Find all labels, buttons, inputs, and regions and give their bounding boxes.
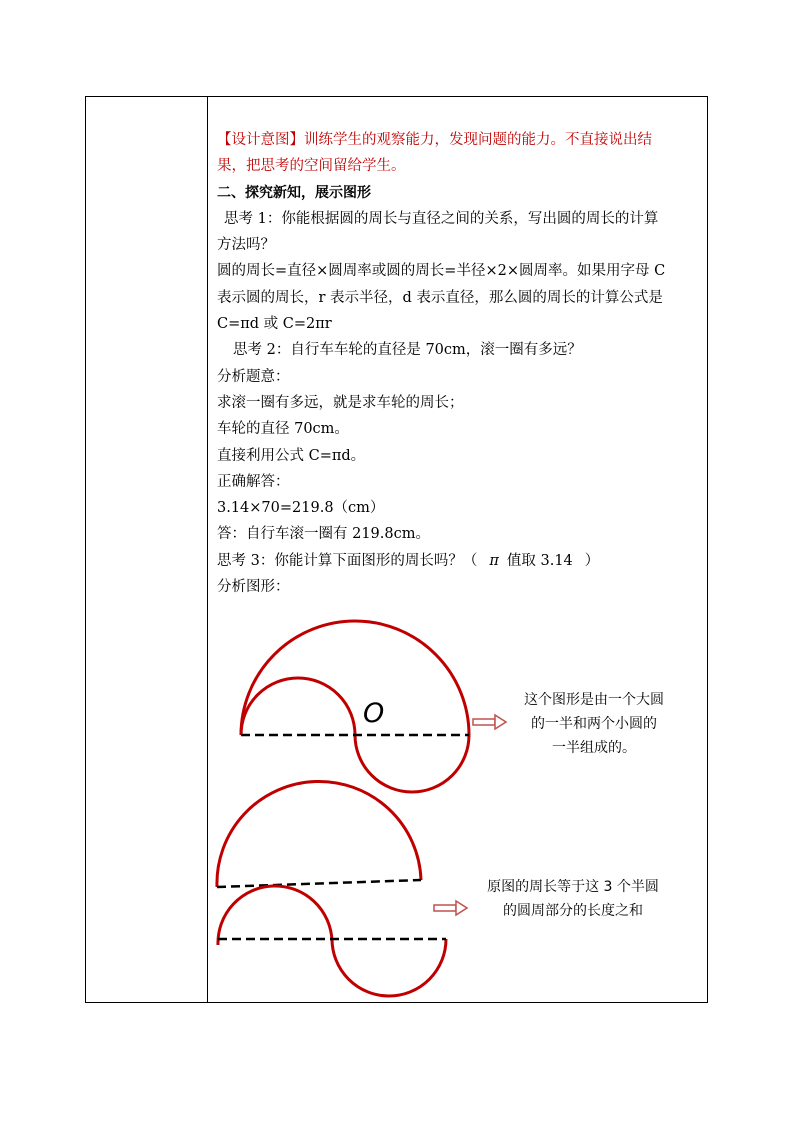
- separated-big-semicircle-arc: [217, 781, 421, 887]
- analysis-item: 直接利用公式 C=πd。: [217, 447, 366, 464]
- separated-small-upper-arc: [218, 886, 332, 945]
- think3: 思考 3：你能计算下面图形的周长吗？（ π 值取 3.14 ）: [217, 552, 600, 569]
- lesson-table: [85, 96, 708, 1003]
- separated-small-lower-arc: [332, 939, 446, 996]
- big-diameter-dashed-line: [217, 880, 421, 887]
- small-upper-semicircle-arc: [241, 678, 355, 735]
- answer1-line2: 表示圆的周长，r 表示半径，d 表示直径，那么圆的周长的计算公式是: [217, 289, 663, 306]
- center-label: O: [363, 698, 385, 729]
- calculation: 3.14×70=219.8（cm）: [217, 500, 385, 517]
- big-semicircle-arc: [241, 621, 469, 735]
- think2: 思考 2：自行车车轮的直径是 70cm，滚一圈有多远？: [233, 342, 582, 359]
- answer1-line3: C=πd 或 C=2πr: [217, 316, 332, 333]
- arrow-right-icon: [434, 901, 467, 915]
- design-intent-line2: 果，把思考的空间留给学生。: [217, 158, 406, 175]
- analysis-label: 分析题意：: [217, 368, 290, 385]
- figure-label: 分析图形：: [217, 579, 290, 596]
- section-title: 二、探究新知，展示图形: [217, 184, 371, 201]
- pi-symbol: π: [489, 552, 499, 569]
- answer1-line1: 圆的周长=直径×圆周率或圆的周长=半径×2×圆周率。如果用字母 C: [217, 263, 666, 280]
- arrow-right-icon: [473, 715, 506, 729]
- think1-line1: 思考 1：你能根据圆的周长与直径之间的关系，写出圆的周长的计算: [224, 210, 659, 227]
- think1-line2: 方法吗？: [217, 237, 275, 254]
- analysis-item: 求滚一圈有多远，就是求车轮的周长；: [217, 394, 464, 411]
- small-lower-semicircle-arc: [355, 735, 469, 792]
- semicircle-figure: [86, 97, 709, 1004]
- analysis-item: 车轮的直径 70cm。: [217, 421, 349, 438]
- figure-note-1: 这个图形是由一个大圆 的一半和两个小圆的 一半组成的。: [524, 692, 664, 756]
- figure-note-2: 原图的周长等于这 3 个半圆 的圆周部分的长度之和: [487, 879, 659, 919]
- design-intent-tag: 【设计意图】: [217, 132, 304, 148]
- design-intent-line1: 【设计意图】训练学生的观察能力，发现问题的能力。不直接说出结: [217, 132, 652, 148]
- correct-answer-label: 正确解答：: [217, 473, 290, 490]
- answer-text: 答：自行车滚一圈有 219.8cm。: [217, 526, 430, 543]
